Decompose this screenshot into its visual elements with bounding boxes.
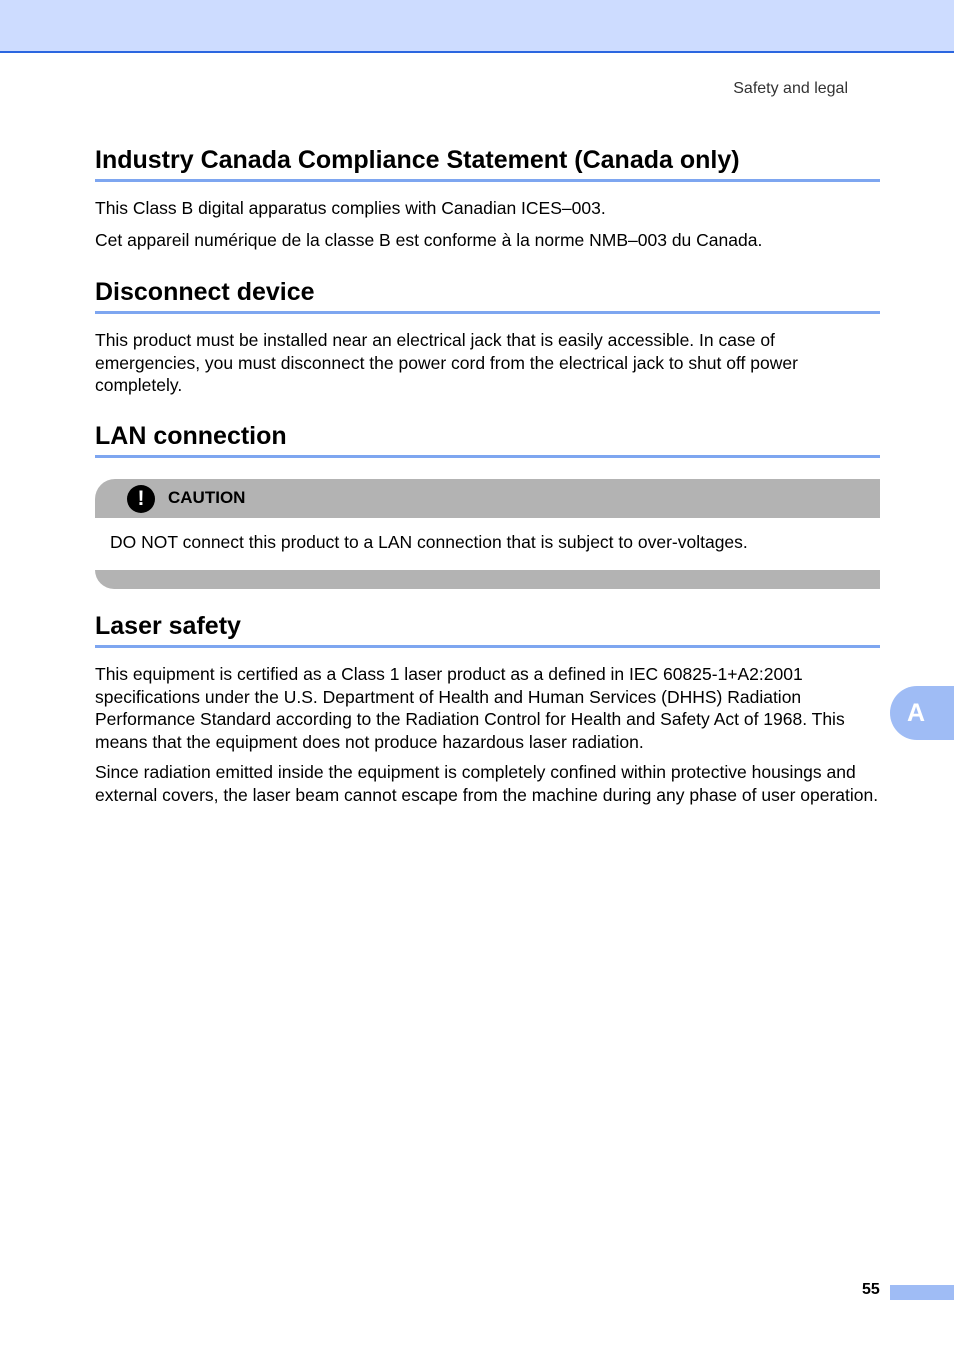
paragraph-ices: This Class B digital apparatus complies with Canadian ICES–003. (95, 198, 606, 218)
caution-text: DO NOT connect this product to a LAN connection that is subject to over-voltages. (110, 532, 748, 552)
heading-disconnect-device: Disconnect device (95, 277, 880, 314)
heading-industry-canada: Industry Canada Compliance Statement (Canada only) (95, 145, 880, 182)
top-header-bar (0, 0, 954, 53)
caution-footer-bar (95, 570, 880, 589)
heading-laser-safety: Laser safety (95, 611, 880, 648)
exclamation-icon: ! (127, 485, 155, 513)
paragraph-disconnect: This product must be installed near an electrical jack that is easily accessible. In case of emergencies, you must disconnect the power cord from the electrical jack to shut off power completely. (95, 330, 798, 395)
paragraph-nmb: Cet appareil numérique de la classe B est conforme à la norme NMB–003 du Canada. (95, 230, 763, 250)
caution-header-bar (95, 479, 880, 518)
heading-lan-connection: LAN connection (95, 421, 880, 458)
caution-label: CAUTION (168, 488, 246, 507)
page-number: 55 (862, 1281, 880, 1298)
paragraph-laser-certification: This equipment is certified as a Class 1 laser product as a defined in IEC 60825-1+A2:2001 specifications under the U.S. Department of Health and Human Services (DHHS) Radiation Performance Standard according to the Radiation Control for Health and Safety Act of 1968. This means that the equipment does not produce hazardous laser radiation. (95, 664, 845, 752)
running-header: Safety and legal (733, 80, 848, 97)
appendix-tab: A (890, 686, 954, 740)
paragraph-laser-radiation: Since radiation emitted inside the equipment is completely confined within protective housings and external covers, the laser beam cannot escape from the machine during any phase of user operation. (95, 762, 879, 805)
page-number-bar (890, 1285, 954, 1300)
